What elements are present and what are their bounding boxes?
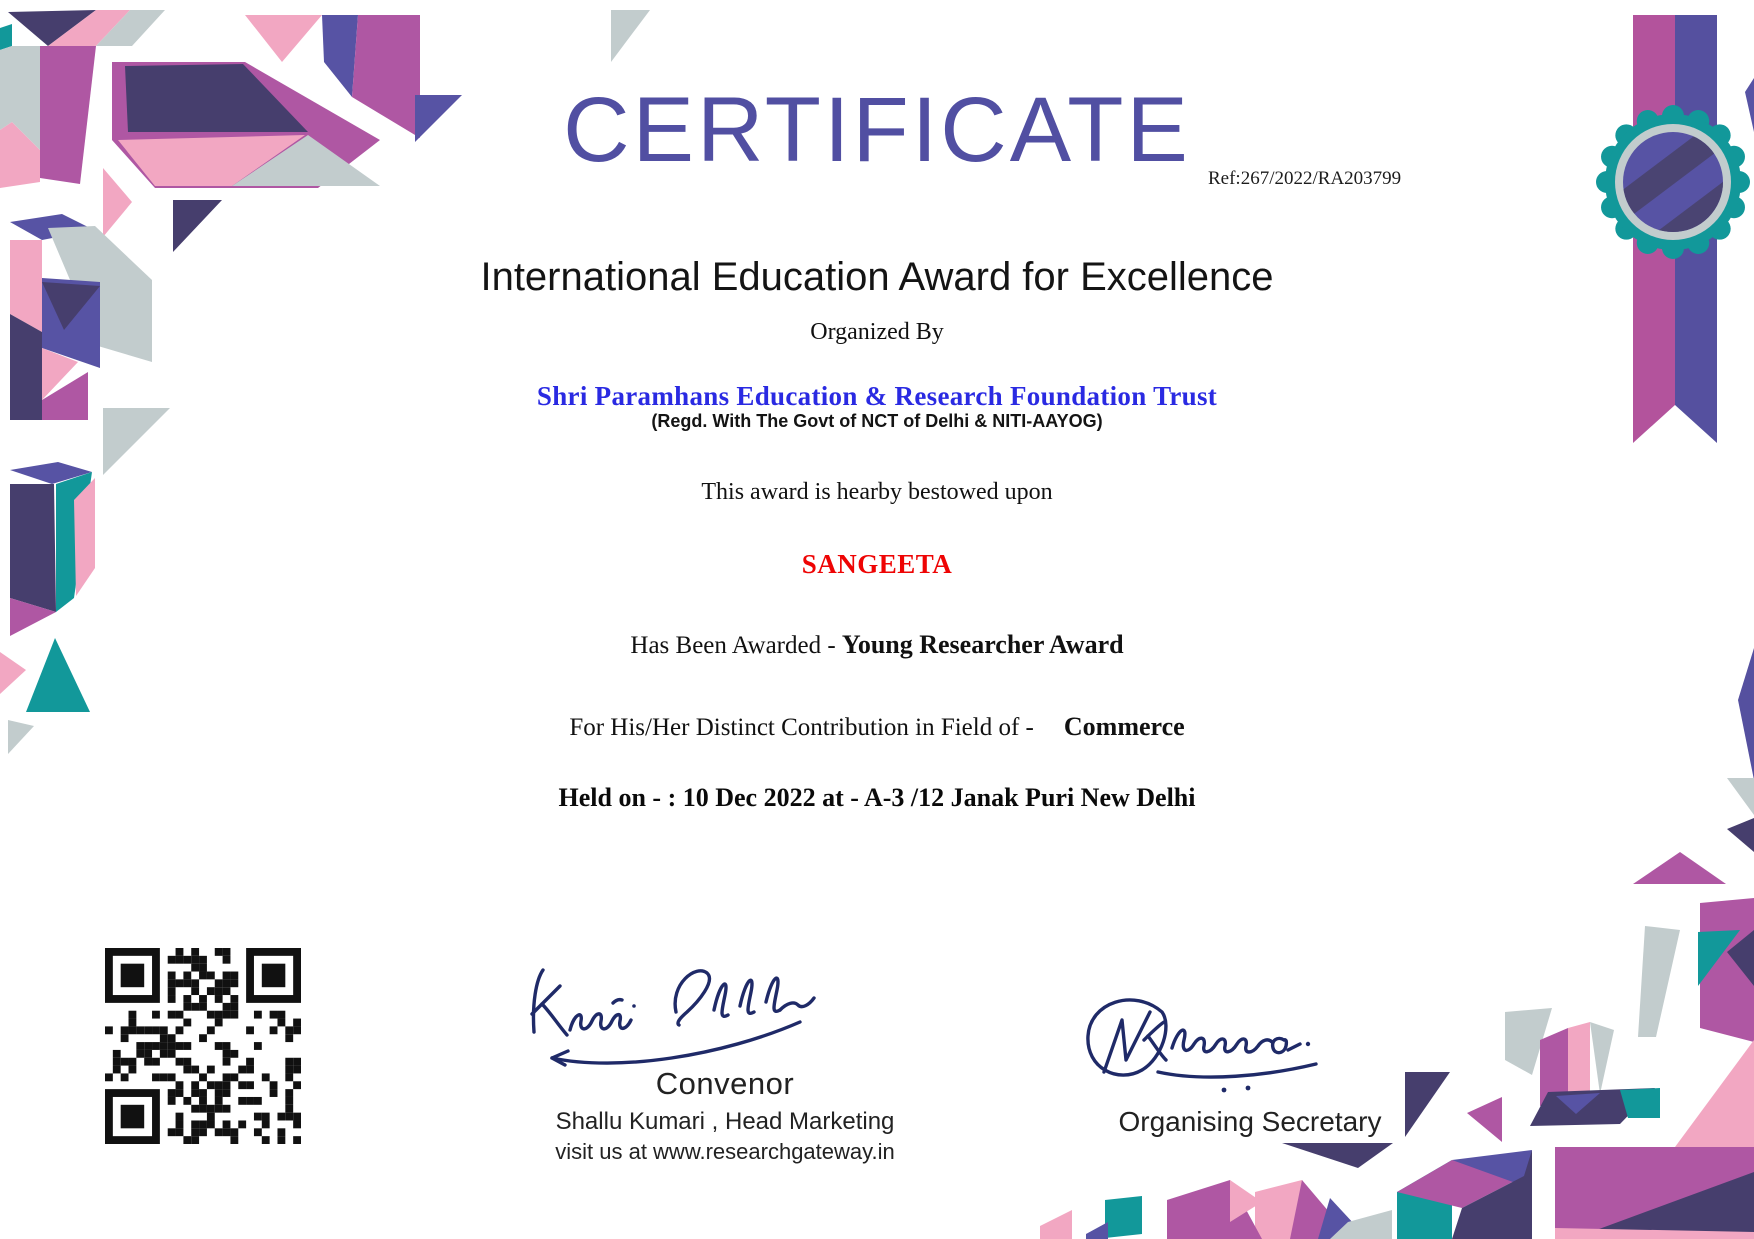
bottom-center-decoration xyxy=(1040,1180,1262,1239)
award-title: International Education Award for Excellence xyxy=(480,255,1274,299)
bestowed-line: This award is hearby bestowed upon xyxy=(701,479,1053,505)
recipient-name: SANGEETA xyxy=(801,549,953,579)
left-edge-decoration xyxy=(0,408,170,754)
convenor-role: Convenor xyxy=(655,1066,795,1101)
field-line xyxy=(0,712,1754,742)
secretary-role: Organising Secretary xyxy=(1118,1106,1382,1137)
website-line: visit us at www.researchgateway.in xyxy=(555,1139,895,1164)
convenor-name: Shallu Kumari , Head Marketing xyxy=(555,1108,895,1135)
field-prefix: For His/Her Distinct Contribution in Field of - xyxy=(569,714,1034,741)
organized-by-label: Organized By xyxy=(810,319,944,345)
event-line: Held on - : 10 Dec 2022 at - A-3 /12 Janak Puri New Delhi xyxy=(558,783,1196,812)
organization-name: Shri Paramhans Education & Research Foundation Trust xyxy=(536,381,1218,411)
top-left-corner-decoration xyxy=(0,10,650,420)
convenor-signature xyxy=(500,950,840,1075)
convenor-block xyxy=(480,1066,970,1165)
secretary-signature xyxy=(1058,982,1378,1107)
award-name: Young Researcher Award xyxy=(841,630,1124,659)
secretary-block xyxy=(1040,1106,1460,1138)
organization-registration: (Regd. With The Govt of NCT of Delhi & NITI-AAYOG) xyxy=(651,411,1103,431)
certificate-title: CERTIFICATE xyxy=(563,79,1191,181)
reference-number: Ref:267/2022/RA203799 xyxy=(1208,168,1402,189)
qr-code xyxy=(105,948,301,1144)
field-value: Commerce xyxy=(1063,712,1185,741)
awarded-prefix: Has Been Awarded - xyxy=(630,632,842,659)
awarded-line xyxy=(0,630,1754,660)
